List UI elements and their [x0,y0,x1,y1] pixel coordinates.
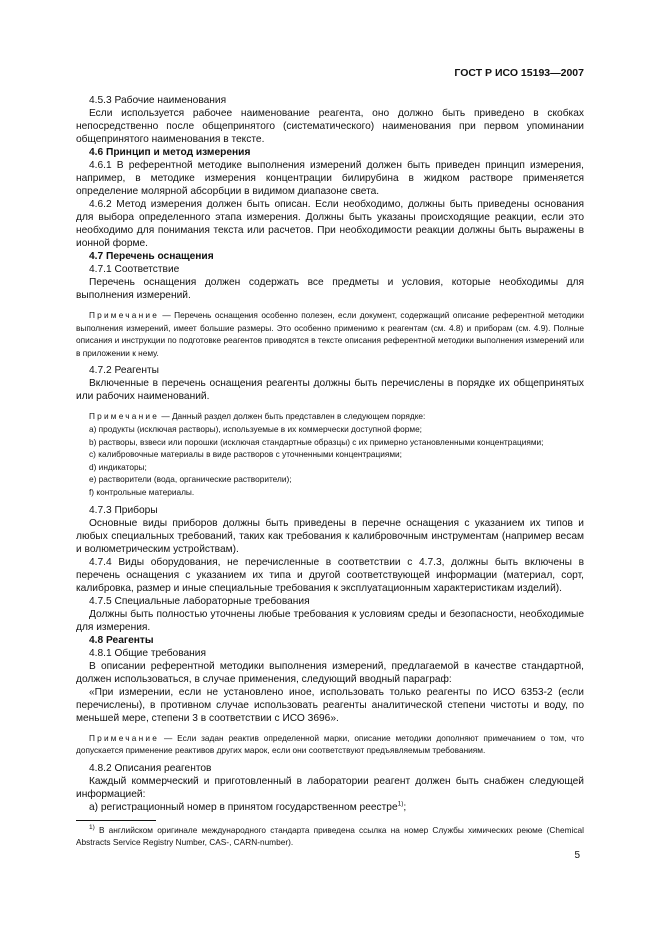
section-4-8-2-item-a: а) регистрационный номер в принятом государственном реестре$^{1)}$; [89,800,407,813]
section-4-7-2-text: Включенные в перечень оснащения реагенты должны быть перечислены в порядке их общепринятых или рабочих наименований. [76,378,584,403]
section-4-6-1-text: 4.6.1 В референтной методике выполнения измерений должен быть приведен принцип измерения, например, в методике измерения концентрации билирубина в жидком растворе применяется определение молярной абсорбции в видимом диапазоне света. [76,160,584,197]
section-4-8-2-title: 4.8.2 Описания реагентов [89,762,212,774]
section-4-7-1-text: Перечень оснащения должен содержать все предметы и условия, которые необходимы для выполнения измерений. [76,277,584,301]
section-4-6-title: 4.6 Принцип и метод измерения [89,147,251,158]
note-2-item-e: e) растворители (вода, органические растворители); [89,474,292,485]
section-4-5-3-text: Если используется рабочее наименование реагента, оно должно быть приведено в скобках непосредственно после общепринятого (систематического) наименования при первом упоминании общепринятого наименования в тексте. [76,108,584,145]
section-4-8-1-text: В описании референтной методики выполнения измерений, предлагаемой в качестве стандартной, должен использоваться, в случае применения, следующий вводный параграф: [76,660,584,685]
section-4-6-2-text: 4.6.2 Метод измерения должен быть описан. Если необходимо, должны быть приведены основания для выбора определенного этапа измерения. Должны быть указаны происходящие реакции, если это необходимо для понимания текста или расчетов. При необходимости реакции должны быть выражены в ионной форме. [76,199,584,249]
standard-header: ГОСТ Р ИСО 15193—2007 [454,67,584,79]
note-2-item-b: b) растворы, взвеси или порошки (исключая стандартные образцы) с их примерно установленными концентрациями; [89,436,544,447]
note-label: Примечание [89,732,160,743]
section-4-7-3-text: Основные виды приборов должны быть приведены в перечне оснащения с указанием их типов и любых специальных требований, таких как требования к калибровочным инструментам (например весам и волюметрическим устройствам). [76,517,584,555]
note-1-text: — Перечень оснащения особенно полезен, если документ, содержащий описание референтной методики выполнения измерений, имеет большие размеры. Это особенно применимо к реагентам (см. 4.8) и приборам (см. 4.9). Полные описания и инструкции по подготовке реагентов приводятся в тексте описания референтной методики выполнения измерений или в приложении к нему. [76,310,584,358]
note-2 [76,410,584,498]
footnote-text: В английском оригинале международного стандарта приведена ссылка на номер Службы химических реюме (Chemical Abstracts Service Registry Number, CAS-, CARN-number). [76,824,584,848]
section-4-7-5-text: Должны быть полностью уточнены любые требования к условиям среды и безопасности, необходимые для измерения. [76,608,584,633]
page-content [76,94,584,849]
footnote [76,824,584,849]
section-4-5-3-title: 4.5.3 Рабочие наименования [89,95,227,106]
section-4-8-1-title: 4.8.1 Общие требования [89,647,206,659]
section-4-8-title: 4.8 Реагенты [89,634,154,646]
note-2-item-f: f) контрольные материалы. [89,486,195,497]
note-label: Примечание [89,411,160,422]
note-2-text: — Данный раздел должен быть представлен в следующем порядке: [159,411,426,422]
page-number: 5 [574,850,580,861]
note-2-item-d: d) индикаторы; [89,461,147,472]
note-2-item-c: c) калибровочные материалы в виде растворов с уточненными концентрациями; [89,449,402,460]
note-3-text: — Если задан реактив определенной марки, описание методики дополняют примечанием о том, что допускается применение реактивов других марок, если они соответствуют предъявляемым требованиям. [76,732,584,756]
section-4-8-1-quote: «При измерении, если не установлено иное, использовать только реагенты по ИСО 6353-2 (если перечислены), в противном случае использовать реагенты аналитической степени чистоты и воду, по меньшей мере, степени 3 в соответствии с ИСО 3696». [76,686,584,724]
footnote-mark: 1) [89,823,95,831]
section-4-7-2-title: 4.7.2 Реагенты [89,365,159,377]
note-2-item-a: a) продукты (исключая растворы), используемые в их коммерчески доступной форме; [89,423,422,434]
note-1 [76,309,584,359]
section-4-7-3-title: 4.7.3 Приборы [89,504,158,516]
footnote-ref: 1) [397,800,404,808]
note-3 [76,732,584,757]
note-label: Примечание [89,310,160,320]
section-4-8-2-text: Каждый коммерческий и приготовленный в лаборатории реагент должен быть снабжен следующей информацией: [76,775,584,800]
section-4-7-4-text: 4.7.4 Виды оборудования, не перечисленные в соответствии с 4.7.3, должны быть включены в перечень оснащения с указанием их типа и другой соответствующей информации (материал, сорт, калибровка, размер и иные специальные требования к эксплуатационным характеристикам изделий). [76,556,584,594]
section-4-7-1-title: 4.7.1 Соответствие [89,264,180,275]
footnote-divider [76,820,156,821]
section-4-7-5-title: 4.7.5 Специальные лабораторные требования [89,595,310,607]
section-4-7-title: 4.7 Перечень оснащения [89,251,214,262]
